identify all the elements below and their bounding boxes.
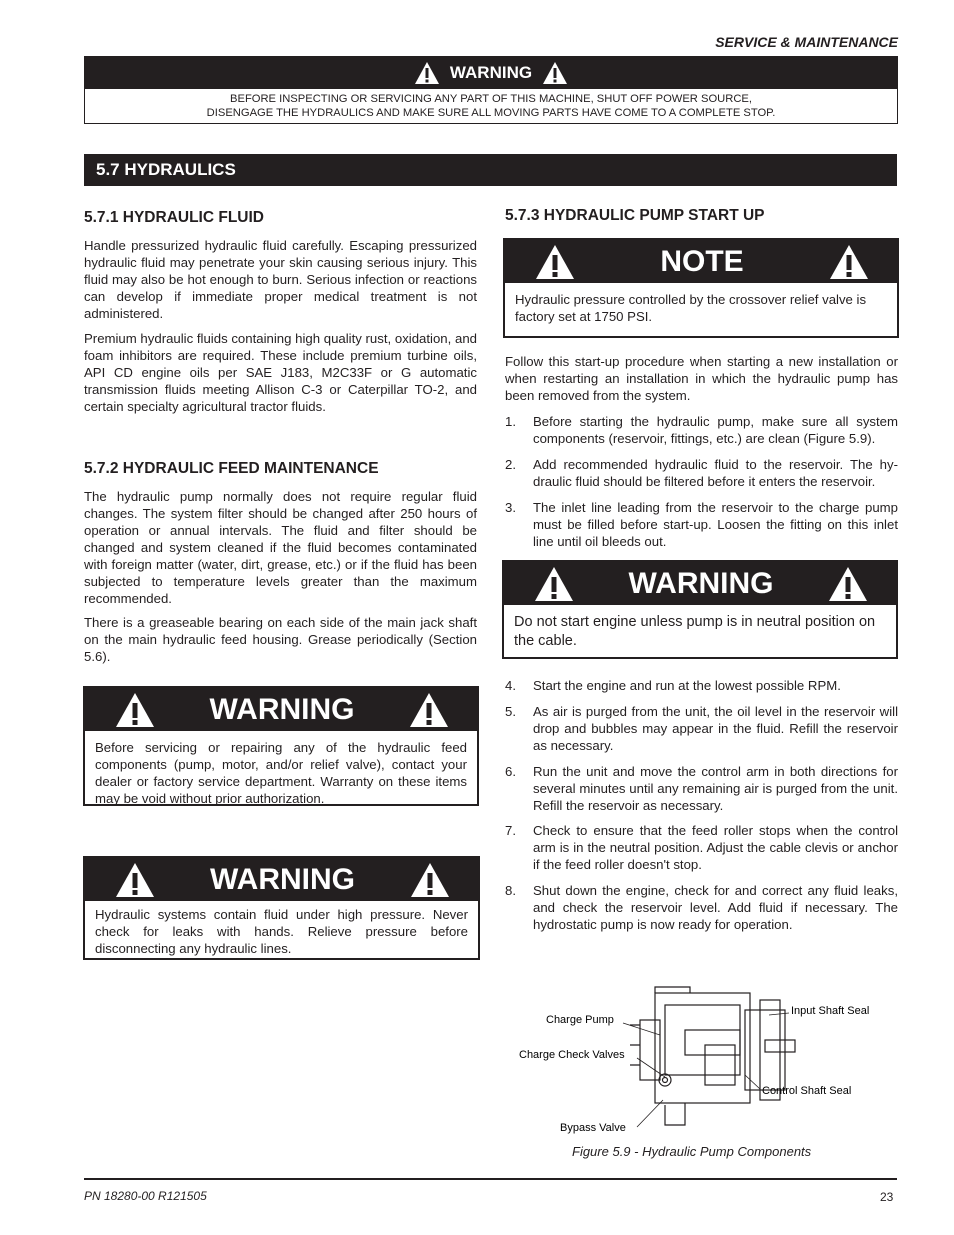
top-warning-line1: BEFORE INSPECTING OR SERVICING ANY PART OF THIS MACHINE, SHUT OFF POWER SOURCE, xyxy=(230,93,752,105)
label-bypass-valve: Bypass Valve xyxy=(560,1122,626,1134)
warning-repair-text: Before servicing or repairing any of the hydraulic feed components (pump, motor, and/or relief valve), contact your dealer or factory service department. Warranty on these items may be void without prior authorization. xyxy=(95,740,467,806)
warning-box-repair xyxy=(83,686,479,806)
fluid-paragraph-1: Handle pressurized hydraulic fluid carefully. Escaping pressurized hydraulic fluid may penetrate your skin causing serious injury. This fluid may also be hot enough to burn. Serious infection or reactions can develop if immediate proper medical treatment is not administered. xyxy=(84,238,477,321)
startup-intro: Follow this start-up procedure when starting a new installation or when restarting an installation in which the hydraulic pump has been removed from the system. xyxy=(505,354,898,403)
warning-triangle-icon xyxy=(414,61,440,85)
section-title-bar xyxy=(84,154,897,186)
label-charge-pump: Charge Pump xyxy=(546,1014,614,1026)
note-box xyxy=(503,238,899,338)
warning-pressure-title: WARNING xyxy=(210,862,355,896)
feed-paragraph-2: There is a greaseable bearing on each side of the main jack shaft on the main hydraulic feed housing. Grease periodically (Section 5.6). xyxy=(84,615,477,664)
label-control-shaft-seal: Control Shaft Seal xyxy=(762,1085,852,1097)
section-title: 5.7 HYDRAULICS xyxy=(96,160,236,179)
feed-paragraph-1: The hydraulic pump normally does not require regular fluid changes. The system filter should be changed after 250 hours of operation or annual intervals. The fluid and filter should be changed and system cleaned if the fluid becomes contaminated with foreign matter (water, dirt, grease, etc.) or if the fluid has been subjected to temperature levels greater than the maximum recommended. xyxy=(84,489,477,606)
page-number: 23 xyxy=(880,1190,894,1204)
warning-triangle-icon xyxy=(534,566,574,602)
figure-caption: Figure 5.9 - Hydraulic Pump Components xyxy=(572,1144,812,1159)
warning-engine-text: Do not start engine unless pump is in neutral position on the cable. xyxy=(514,614,876,649)
warning-triangle-icon xyxy=(829,244,869,280)
warning-triangle-icon xyxy=(410,862,450,898)
fluid-paragraph-2: Premium hydraulic fluids containing high quality rust, oxidation, and foam inhibitors are required. These include premium turbine oils, API CD engine oils per SAE J183, M2C33F or G automatic transmission fluids meeting Allison C-3 or Caterpillar TO-2, and certain specialty agricultural tractor fluids. xyxy=(84,331,477,414)
warning-repair-title: WARNING xyxy=(209,692,355,726)
warning-triangle-icon xyxy=(828,566,868,602)
footer-divider xyxy=(84,1178,897,1180)
hydraulic-pump-figure xyxy=(515,985,895,1140)
warning-triangle-icon xyxy=(542,61,568,85)
warning-triangle-icon xyxy=(115,862,155,898)
top-warning-box xyxy=(84,56,898,124)
warning-triangle-icon xyxy=(535,244,575,280)
warning-engine-title: WARNING xyxy=(628,566,774,600)
startup-heading: 5.7.3 HYDRAULIC PUMP START UP xyxy=(505,207,765,224)
fluid-heading: 5.7.1 HYDRAULIC FLUID xyxy=(84,209,264,226)
note-title: NOTE xyxy=(660,244,744,278)
feed-heading: 5.7.2 HYDRAULIC FEED MAINTENANCE xyxy=(84,460,379,477)
label-charge-check-valves: Charge Check Valves xyxy=(519,1049,625,1061)
top-warning-line2: DISENGAGE THE HYDRAULICS AND MAKE SURE ALL MOVING PARTS HAVE COME TO A COMPLETE STOP. xyxy=(206,107,776,119)
warning-box-engine xyxy=(502,560,898,659)
warning-triangle-icon xyxy=(409,692,449,728)
footer-part-number: PN 18280-00 R121505 xyxy=(84,1189,207,1203)
top-warning-title: WARNING xyxy=(449,63,533,82)
label-input-shaft-seal: Input Shaft Seal xyxy=(791,1005,870,1017)
warning-pressure-text: Hydraulic systems contain fluid under high pressure. Never check for leaks with hands. Relieve pressure before disconnecting any hydraulic lines. xyxy=(95,907,468,956)
warning-triangle-icon xyxy=(115,692,155,728)
warning-box-pressure xyxy=(83,856,480,960)
running-header: SERVICE & MAINTENANCE xyxy=(715,34,898,50)
note-text: Hydraulic pressure controlled by the crossover relief valve is factory set at 1750 PSI. xyxy=(515,292,867,324)
